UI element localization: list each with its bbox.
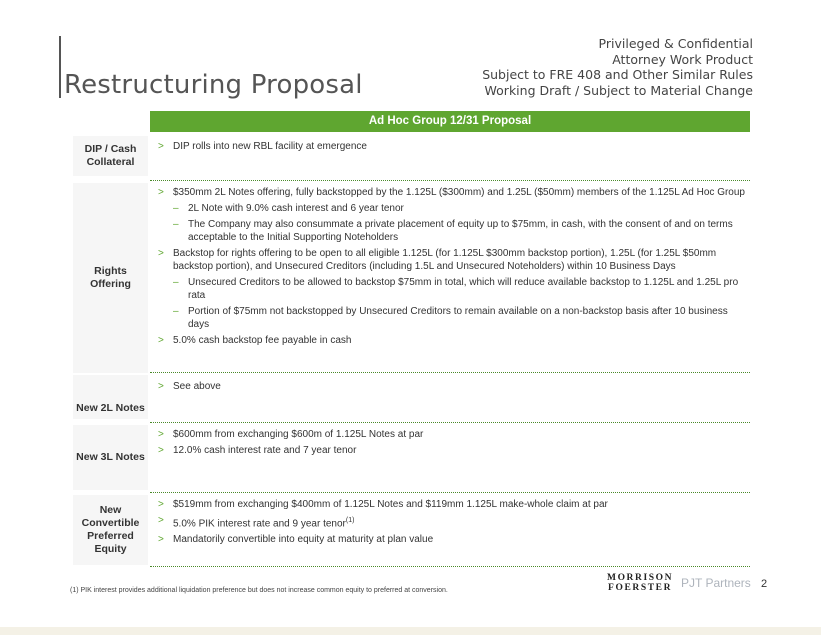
bullet-item: > Backstop for rights offering to be open to all eligible 1.125L (for 1.125L $300mm backstop portion), 1.25L (for 1.25L $50mm backstop portion), and Unsecured Creditors (including 1.5L and Unsecured Noteholders) within 10 Business Days: [158, 248, 717, 272]
sub-bullet-item: – 2L Note with 9.0% cash interest and 6 year tenor: [173, 203, 404, 214]
footnote: (1) PIK interest provides additional liquidation preference but does not increase common equity to preferred at conversion.: [70, 587, 448, 594]
proposal-header-label: Ad Hoc Group 12/31 Proposal: [368, 115, 532, 127]
bullet-marker: >: [158, 445, 164, 456]
bullet-marker: >: [158, 381, 164, 392]
sub-bullet-item: – Unsecured Creditors to be allowed to backstop $75mm in total, which will reduce available backstop to 1.125L and 1.25L pro rata: [173, 277, 739, 301]
bullet-marker: >: [158, 515, 164, 526]
footnote-ref: (1): [345, 517, 355, 524]
row-label-convertible-preferred: New Convertible Preferred Equity: [73, 495, 148, 565]
row-content-new-2l-notes: [158, 380, 748, 396]
row-content-convertible-preferred: [158, 498, 748, 549]
row-content-new-3l-notes: [158, 428, 748, 460]
bullet-item: > Mandatorily convertible into equity at maturity at plan value: [158, 534, 434, 546]
bullet-marker: >: [158, 429, 164, 440]
sub-bullet-marker: –: [173, 203, 179, 214]
row-label-new-3l-notes: New 3L Notes: [73, 425, 148, 490]
row-label-dip: DIP / Cash Collateral: [73, 136, 148, 176]
row-separator: [150, 422, 750, 423]
bullet-item: > $600mm from exchanging $600m of 1.125L Notes at par: [158, 429, 424, 440]
row-separator: [150, 492, 750, 493]
row-separator: [150, 372, 750, 373]
row-content-dip: [158, 140, 748, 156]
bottom-scan-strip: [0, 627, 821, 635]
morrison-foerster-logo: MORRISON FOERSTER: [607, 573, 674, 593]
sub-bullet-marker: –: [173, 277, 179, 288]
confidentiality-notice: [482, 36, 753, 98]
bullet-item: > 5.0% PIK interest rate and 9 year tenor$^{(1)}$: [158, 515, 355, 530]
confidentiality-line: Attorney Work Product: [612, 51, 753, 67]
bullet-marker: >: [158, 534, 164, 546]
bullet-marker: >: [158, 499, 164, 510]
bullet-marker: >: [158, 335, 164, 346]
confidentiality-line: Subject to FRE 408 and Other Similar Rules: [482, 67, 753, 83]
row-separator: [150, 566, 750, 567]
confidentiality-line: Privileged & Confidential: [598, 36, 753, 51]
pjt-partners-logo: PJT Partners: [681, 576, 751, 590]
bullet-item: > DIP rolls into new RBL facility at emergence: [158, 141, 367, 152]
sub-bullet-marker: –: [173, 219, 179, 230]
bullet-item: > $350mm 2L Notes offering, fully backstopped by the 1.125L ($300mm) and 1.25L ($50mm) members of the 1.125L Ad Hoc Group: [158, 187, 745, 198]
title-accent-bar: [59, 36, 61, 98]
bullet-marker: >: [158, 248, 164, 259]
bullet-item: > 12.0% cash interest rate and 7 year tenor: [158, 445, 357, 456]
bullet-item: > 5.0% cash backstop fee payable in cash: [158, 335, 352, 346]
row-label-rights-offering: Rights Offering: [73, 183, 148, 373]
row-content-rights-offering: [158, 186, 748, 350]
bullet-item: > See above: [158, 381, 221, 392]
bullet-marker: >: [158, 141, 164, 152]
page-number: 2: [761, 578, 768, 590]
row-separator: [150, 180, 750, 181]
row-label-new-2l-notes: New 2L Notes: [73, 375, 148, 419]
confidentiality-line: Working Draft / Subject to Material Change: [484, 82, 753, 98]
proposal-header: [150, 111, 750, 132]
sub-bullet-item: – The Company may also consummate a private placement of equity up to $75mm, in cash, with the consent of and on terms acceptable to the Initial Supporting Noteholders: [173, 219, 733, 243]
sub-bullet-item: – Portion of $75mm not backstopped by Unsecured Creditors to remain available on a non-backstop basis after 10 business days: [173, 306, 728, 330]
bullet-item: > $519mm from exchanging $400mm of 1.125L Notes and $119mm 1.125L make-whole claim at par: [158, 499, 608, 510]
page-title: Restructuring Proposal: [64, 70, 363, 100]
sub-bullet-marker: –: [173, 306, 179, 317]
bullet-marker: >: [158, 187, 164, 198]
